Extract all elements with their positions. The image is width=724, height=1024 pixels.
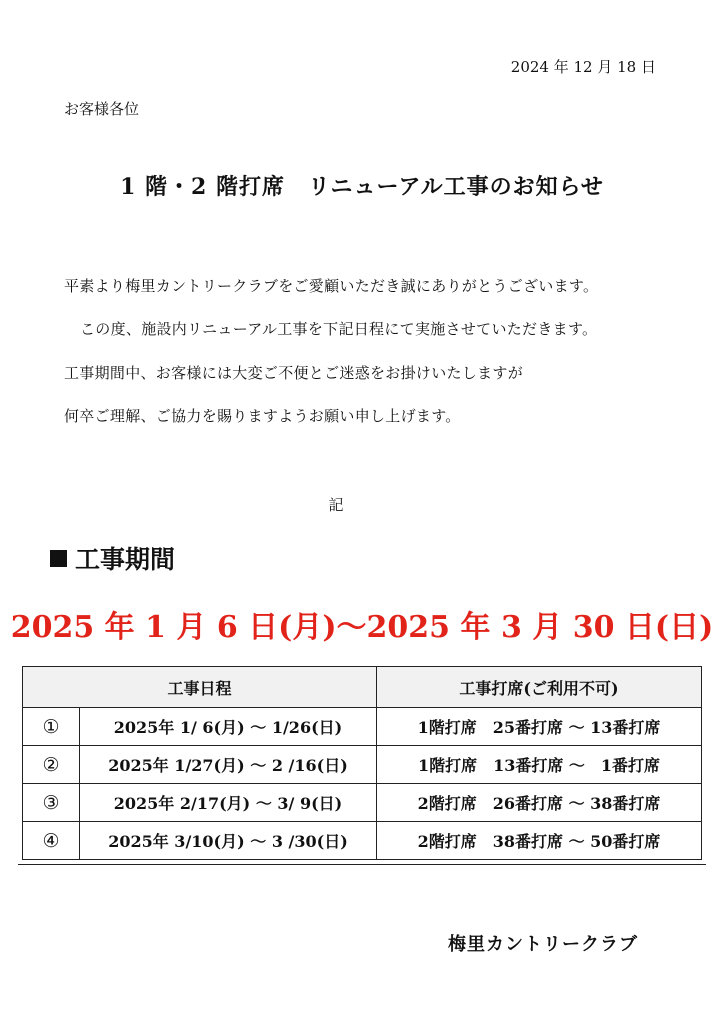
section-heading-text: 工事期間 [75, 545, 176, 574]
request-paragraph: 何卒ご理解、ご協力を賜りますようお願い申し上げます。 [64, 407, 461, 425]
construction-period: 2025 年 1 月 6 日(月)～2025 年 3 月 30 日(日) [10, 610, 714, 645]
row-number: ④ [23, 822, 80, 860]
schedule-table [22, 666, 702, 860]
row-dates: 2025年 1/27(月) ～ 2 /16(日) [80, 746, 377, 784]
addressee: お客様各位 [64, 100, 140, 118]
row-number: ② [23, 746, 80, 784]
announcement-paragraph: この度、施設内リニューアル工事を下記日程にて実施させていただきます。 [80, 320, 598, 338]
table-header-row [23, 667, 702, 708]
table-row [23, 784, 702, 822]
row-seats: 2階打席 26番打席 ～ 38番打席 [377, 784, 702, 822]
table-bottom-rule [18, 864, 706, 865]
table-row [23, 822, 702, 860]
table-row [23, 708, 702, 746]
club-name: 梅里カントリークラブ [448, 934, 638, 955]
notice-title: 1 階・2 階打席 リニューアル工事のお知らせ [120, 174, 604, 200]
row-number: ① [23, 708, 80, 746]
greeting-paragraph: 平素より梅里カントリークラブをご愛顧いただき誠にありがとうございます。 [64, 277, 599, 295]
table-row [23, 746, 702, 784]
row-seats: 2階打席 38番打席 ～ 50番打席 [377, 822, 702, 860]
row-seats: 1階打席 25番打席 ～ 13番打席 [377, 708, 702, 746]
black-square-icon [50, 550, 67, 567]
header-schedule: 工事日程 [23, 667, 377, 708]
row-dates: 2025年 3/10(月) ～ 3 /30(日) [80, 822, 377, 860]
header-seats: 工事打席(ご利用不可) [377, 667, 702, 708]
notice-date: 2024 年 12 月 18 日 [510, 58, 656, 76]
row-dates: 2025年 1/ 6(月) ～ 1/26(日) [80, 708, 377, 746]
row-seats: 1階打席 13番打席 ～ 1番打席 [377, 746, 702, 784]
row-number: ③ [23, 784, 80, 822]
apology-paragraph: 工事期間中、お客様には大変ご不便とご迷惑をお掛けいたしますが [64, 364, 524, 382]
section-heading [50, 540, 175, 576]
ki-marker: 記 [328, 496, 344, 514]
row-dates: 2025年 2/17(月) ～ 3/ 9(日) [80, 784, 377, 822]
